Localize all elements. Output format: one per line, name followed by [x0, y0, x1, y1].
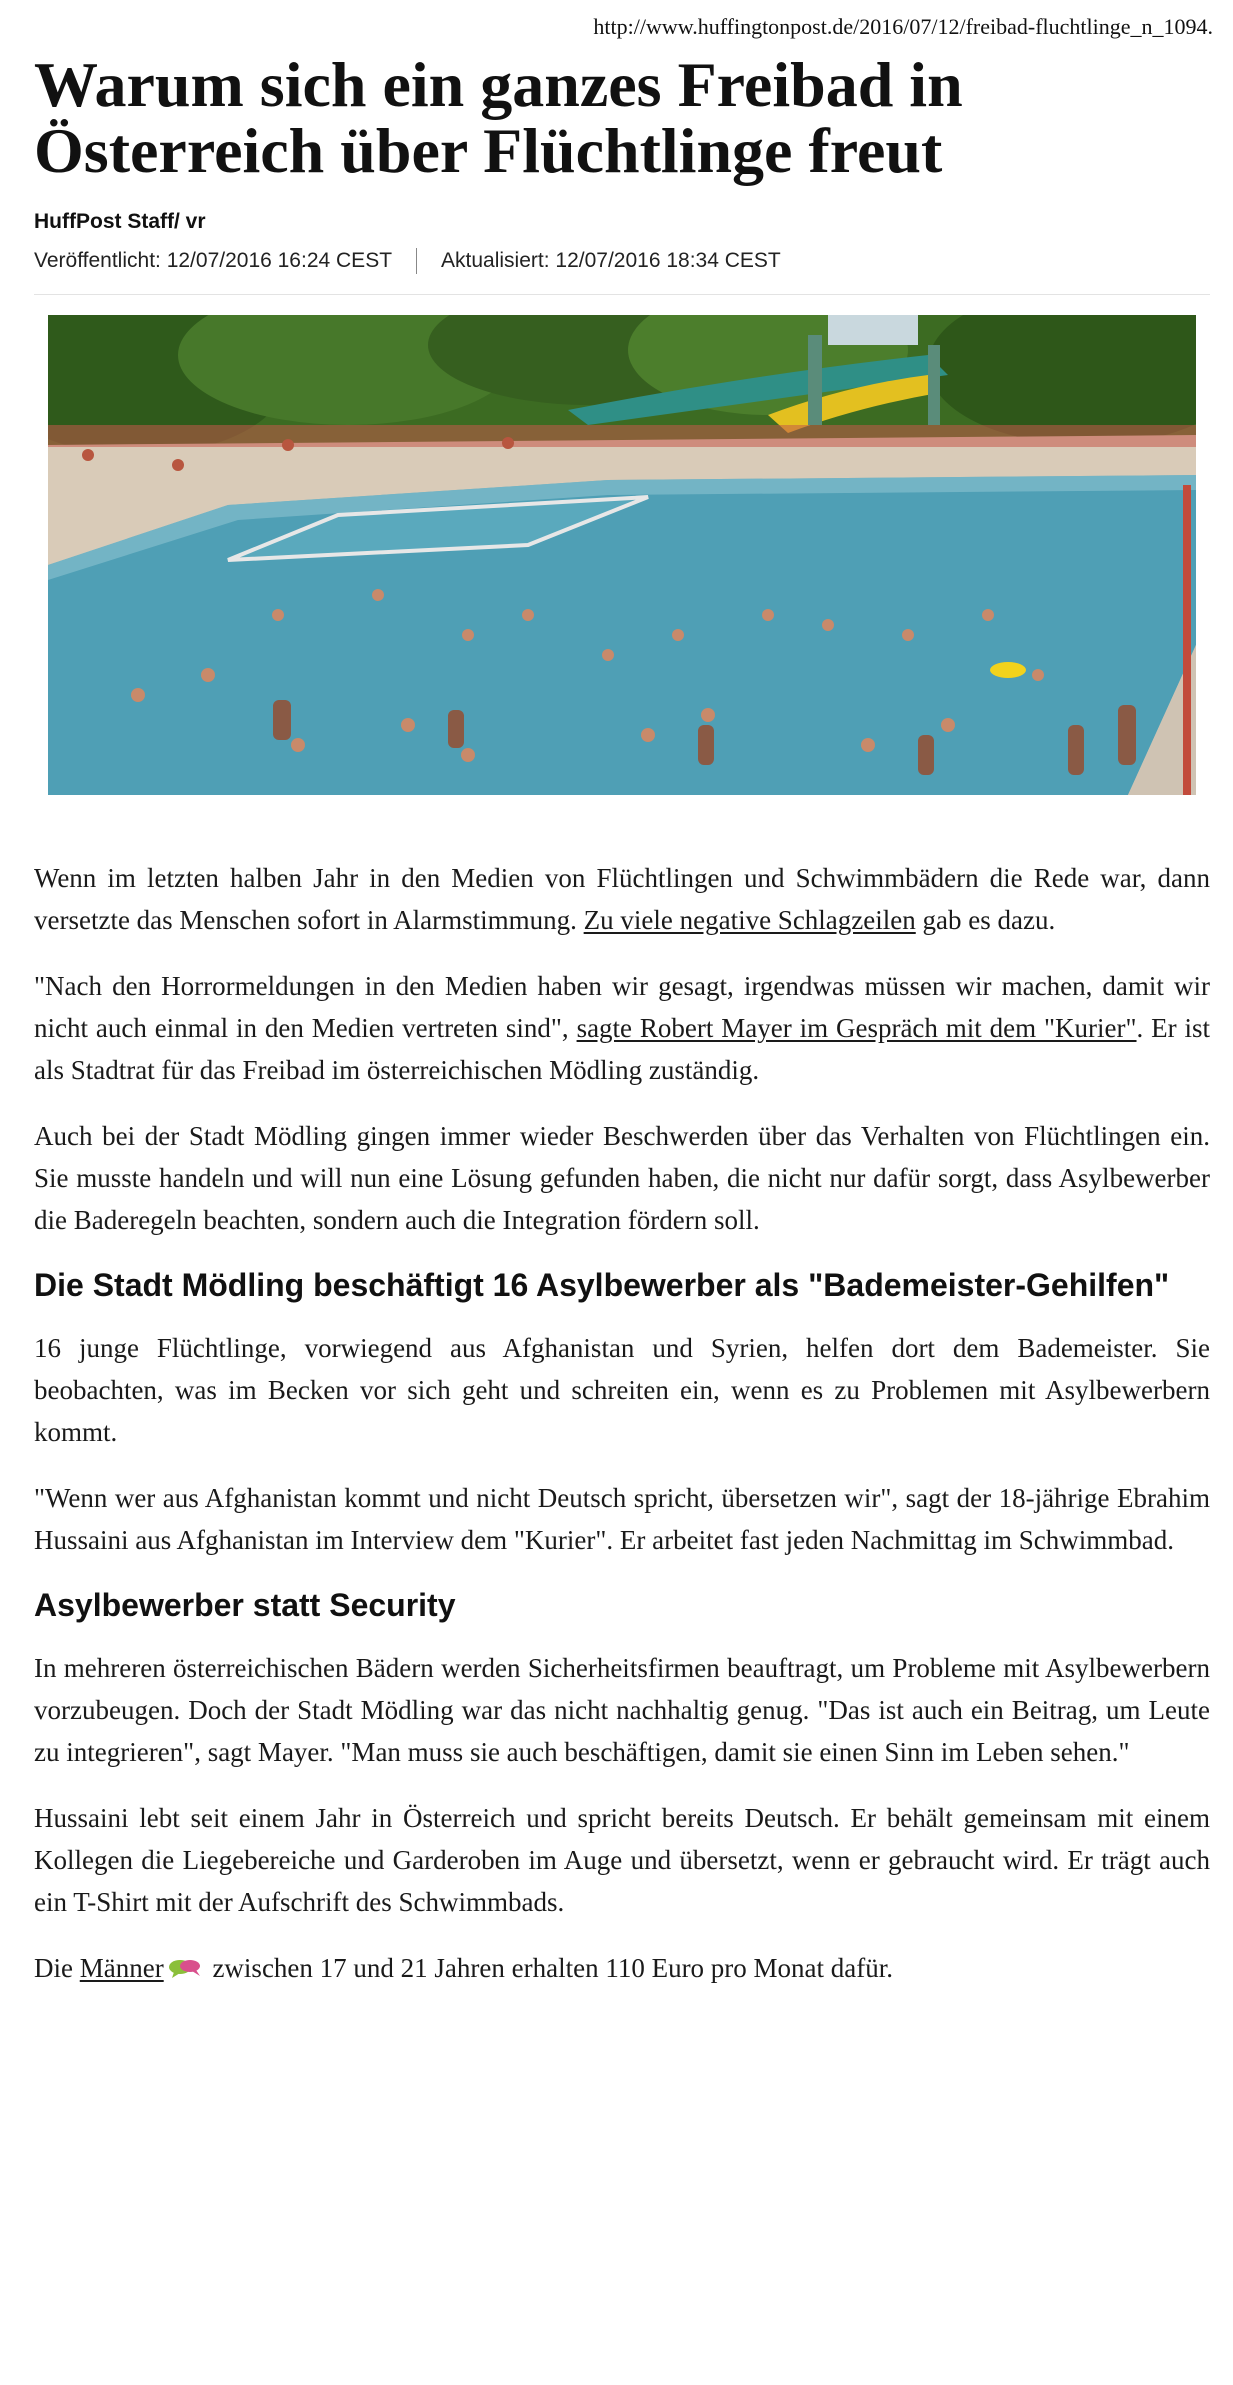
article-meta	[34, 248, 1210, 295]
updated-date: Aktualisiert: 12/07/2016 18:34 CEST	[441, 249, 781, 272]
author-byline[interactable]: HuffPost Staff/ vr	[34, 210, 206, 233]
swimming-pool-photo-icon	[48, 315, 1196, 795]
paragraph	[34, 965, 1210, 1091]
article-body	[34, 857, 1210, 1989]
paragraph-text: "Nach den Horrormeldungen in den Medien haben wir gesagt, irgendwas müssen wir machen, damit wir nicht auch einmal in den Medien vertreten sind",	[34, 971, 1210, 1043]
paragraph-text: Die	[34, 1953, 80, 1983]
meta-divider	[416, 248, 417, 274]
paragraph: Auch bei der Stadt Mödling gingen immer wieder Beschwerden über das Verhalten von Flüchtlingen ein. Sie musste handeln und will nun eine Lösung gefunden haben, die nicht nur dafür sorgt, dass Asylbewerber die Baderegeln beachten, sondern auch die Integration fördern soll.	[34, 1121, 1210, 1235]
paragraph: In mehreren österreichischen Bädern werden Sicherheitsfirmen beauftragt, um Probleme mit Asylbewerbern vorzubeugen. Doch der Stadt Mödling war das nicht nachhaltig genug. "Das ist auch ein Beitrag, um Leute zu integrieren", sagt Mayer. "Man muss sie auch beschäftigen, damit sie einen Sinn im Leben sehen."	[34, 1653, 1210, 1767]
paragraph: 16 junge Flüchtlinge, vorwiegend aus Afghanistan und Syrien, helfen dort dem Bademeister. Sie beobachten, was im Becken vor sich geht und schreiten ein, wenn es zu Problemen mit Asylbewerbern kommt.	[34, 1333, 1210, 1447]
subheading: Die Stadt Mödling beschäftigt 16 Asylbewerber als "Bademeister-Gehilfen"	[34, 1267, 1170, 1303]
speech-bubble-icon[interactable]	[168, 1957, 202, 1979]
subheading: Asylbewerber statt Security	[34, 1587, 456, 1623]
page-url: http://www.huffingtonpost.de/2016/07/12/freibad-fluchtlinge_n_1094.	[593, 14, 1213, 39]
hero-image	[48, 315, 1196, 795]
link-maenner[interactable]: Männer	[79, 1953, 164, 1983]
paragraph-text: . Er ist als Stadtrat für das Freibad im österreichischen Mödling zuständig.	[34, 1013, 1210, 1085]
paragraph-text: gab es dazu.	[915, 905, 1056, 935]
article-page	[34, 49, 1210, 2013]
link-negative-headlines[interactable]: Zu viele negative Schlagzeilen	[583, 905, 916, 935]
paragraph-text: zwischen 17 und 21 Jahren erhalten 110 Euro pro Monat dafür.	[205, 1953, 894, 1983]
published-date: Veröffentlicht: 12/07/2016 16:24 CEST	[34, 249, 393, 272]
paragraph	[34, 1947, 1210, 1989]
headline: Warum sich ein ganzes Freibad in Österreich über Flüchtlinge freut	[34, 49, 963, 186]
paragraph	[34, 857, 1210, 941]
paragraph: "Wenn wer aus Afghanistan kommt und nicht Deutsch spricht, übersetzen wir", sagt der 18-jährige Ebrahim Hussaini aus Afghanistan im Interview dem "Kurier". Er arbeitet fast jeden Nachmittag im Schwimmbad.	[34, 1483, 1210, 1555]
paragraph: Hussaini lebt seit einem Jahr in Österreich und spricht bereits Deutsch. Er behält gemeinsam mit einem Kollegen die Liegebereiche und Garderoben im Auge und übersetzt, wenn er gebraucht wird. Er trägt auch ein T-Shirt mit der Aufschrift des Schwimmbads.	[34, 1803, 1210, 1917]
link-kurier-interview[interactable]: sagte Robert Mayer im Gespräch mit dem "Kurier"	[576, 1013, 1137, 1043]
paragraph-text: Wenn im letzten halben Jahr in den Medien von Flüchtlingen und Schwimmbädern die Rede war, dann versetzte das Menschen sofort in Alarmstimmung.	[34, 863, 1210, 935]
